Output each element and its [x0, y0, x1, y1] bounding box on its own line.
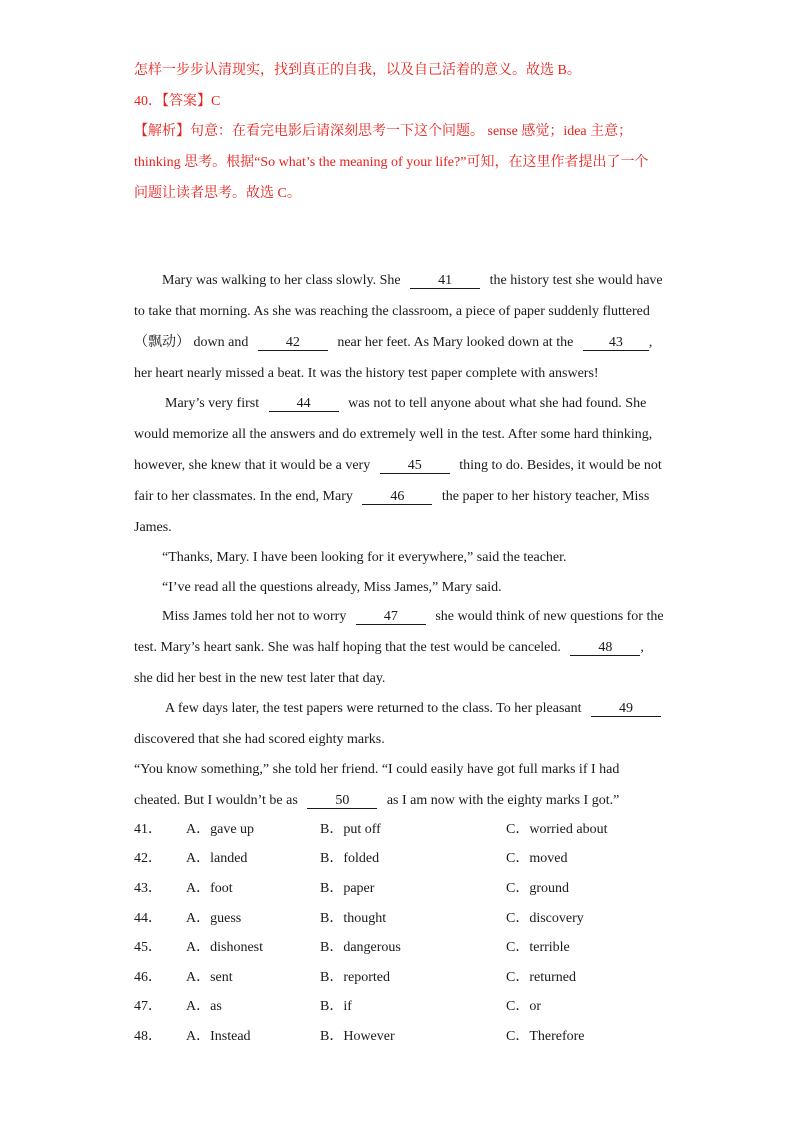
- passage-line: [165, 700, 661, 718]
- option-a: A．sent: [186, 970, 233, 985]
- passage-line: “You know something,” she told her friend. “I could easily have got full marks if I had: [134, 762, 620, 777]
- blank-42: 42: [258, 335, 328, 351]
- passage-line: [134, 488, 649, 506]
- blank-41: 41: [410, 273, 480, 289]
- analysis-line-1: 【解析】句意：在看完电影后请深刻思考一下这个问题。 sense 感觉；idea 主意；: [134, 124, 633, 139]
- passage-text: Miss James told her not to worry: [162, 609, 347, 624]
- passage-line: her heart nearly missed a beat. It was the history test paper complete with answers!: [134, 366, 599, 381]
- passage-line: would memorize all the answers and do extremely well in the test. After some hard thinking,: [134, 427, 653, 442]
- option-a: A．landed: [186, 851, 248, 866]
- passage-line: discovered that she had scored eighty marks.: [134, 732, 385, 747]
- passage-text: was not to tell anyone about what she had found. She: [348, 396, 647, 411]
- passage-text: thing to do. Besides, it would be not: [459, 458, 662, 473]
- option-c: C．Therefore: [506, 1029, 585, 1044]
- answer-line-1: 怎样一步步认清现实，找到真正的自我，以及自己活着的意义。故选 B。: [134, 63, 581, 78]
- question-number: 45．: [134, 940, 162, 955]
- passage-line: “I’ve read all the questions already, Miss James,” Mary said.: [162, 580, 502, 595]
- option-c: C．terrible: [506, 940, 570, 955]
- option-b: B．if: [320, 999, 352, 1014]
- passage-line: [134, 792, 619, 810]
- passage-line: she did her best in the new test later that day.: [134, 671, 386, 686]
- question-number: 44．: [134, 911, 162, 926]
- passage-text: as I am now with the eighty marks I got.”: [386, 793, 620, 808]
- option-a: A．guess: [186, 911, 242, 926]
- blank-48: 48: [570, 640, 640, 656]
- option-b: B．put off: [320, 822, 381, 837]
- option-a: A．Instead: [186, 1029, 251, 1044]
- question-number: 48．: [134, 1029, 162, 1044]
- blank-44: 44: [269, 396, 339, 412]
- analysis-line-3: 问题让读者思考。故选 C。: [134, 186, 301, 201]
- option-b: B．paper: [320, 881, 375, 896]
- passage-text: the paper to her history teacher, Miss: [441, 489, 650, 504]
- passage-text: ,: [648, 335, 653, 350]
- option-c: C．moved: [506, 851, 568, 866]
- option-c: C．worried about: [506, 822, 608, 837]
- passage-text: the history test she would have: [489, 273, 663, 288]
- passage-line: [165, 395, 646, 413]
- question-number: 47．: [134, 999, 162, 1014]
- question-number: 41．: [134, 822, 162, 837]
- option-b: B．thought: [320, 911, 387, 926]
- option-a: A．gave up: [186, 822, 255, 837]
- passage-text: Mary was walking to her class slowly. She: [162, 273, 401, 288]
- blank-46: 46: [362, 489, 432, 505]
- blank-47: 47: [356, 609, 426, 625]
- blank-49: 49: [591, 701, 661, 717]
- passage-line: “Thanks, Mary. I have been looking for it everywhere,” said the teacher.: [162, 550, 567, 565]
- passage-line: [134, 639, 644, 657]
- passage-text: ,: [640, 640, 644, 655]
- option-b: B．However: [320, 1029, 395, 1044]
- question-number: 43．: [134, 881, 162, 896]
- blank-43: 43: [583, 335, 649, 351]
- option-c: C．returned: [506, 970, 576, 985]
- option-a: A．dishonest: [186, 940, 263, 955]
- passage-line: James.: [134, 520, 172, 535]
- analysis-line-2: thinking 思考。根据“So what’s the meaning of your life?”可知，在这里作者提出了一个: [134, 155, 649, 170]
- passage-text: （飘动） down and: [134, 335, 249, 350]
- question-number: 46．: [134, 970, 162, 985]
- option-c: C．discovery: [506, 911, 584, 926]
- passage-text: she would think of new questions for the: [435, 609, 664, 624]
- passage-text: fair to her classmates. In the end, Mary: [134, 489, 353, 504]
- answer-label-40: 40．【答案】C: [134, 94, 221, 109]
- passage-line: [134, 334, 652, 352]
- option-c: C．or: [506, 999, 541, 1014]
- passage-text: Mary’s very first: [165, 396, 260, 411]
- blank-45: 45: [380, 458, 450, 474]
- option-b: B．dangerous: [320, 940, 401, 955]
- passage-line: [134, 457, 662, 475]
- passage-text: cheated. But I wouldn’t be as: [134, 793, 298, 808]
- option-a: A．as: [186, 999, 222, 1014]
- passage-line: [162, 608, 664, 626]
- question-number: 42．: [134, 851, 162, 866]
- option-c: C．ground: [506, 881, 569, 896]
- passage-text: however, she knew that it would be a very: [134, 458, 371, 473]
- option-b: B．reported: [320, 970, 390, 985]
- blank-50: 50: [307, 793, 377, 809]
- passage-text: near her feet. As Mary looked down at the: [337, 335, 574, 350]
- passage-line: to take that morning. As she was reaching the classroom, a piece of paper suddenly fluttered: [134, 304, 650, 319]
- passage-line: [162, 272, 663, 290]
- option-b: B．folded: [320, 851, 380, 866]
- passage-text: A few days later, the test papers were returned to the class. To her pleasant: [165, 701, 582, 716]
- option-a: A．foot: [186, 881, 233, 896]
- passage-text: test. Mary’s heart sank. She was half hoping that the test would be canceled.: [134, 640, 561, 655]
